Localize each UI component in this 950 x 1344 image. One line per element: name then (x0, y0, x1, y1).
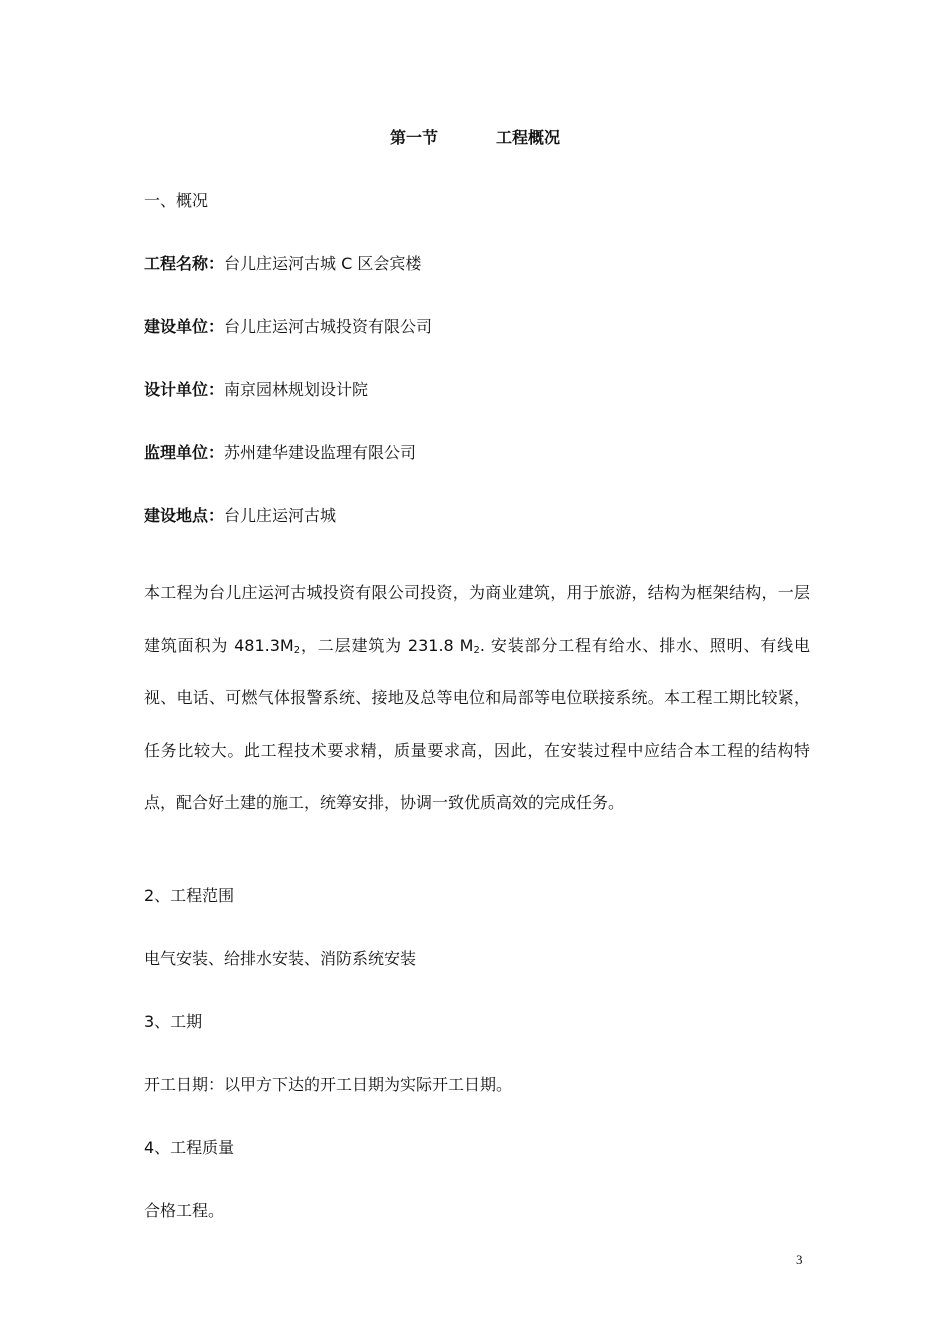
schedule-heading: 3、工期 (144, 1012, 203, 1031)
field-value: 苏州建华建设监理有限公司 (224, 443, 417, 462)
project-description: 本工程为台儿庄运河古城投资有限公司投资，为商业建筑，用于旅游，结构为框架结构，一层建筑面积为 $481.3M_2$，二层建筑为 231.8 $M_2$. 安装部分工程有给水、排水、照明、有线电视、电话、可燃气体报警系统、接地及总等电位和局部等电位联接系统。本工程工期比较紧，任务比较大。此工程技术要求精，质量要求高，因此，在安装过程中应结合本工程的结构特点，配合好土建的施工，统筹安排，协调一致优质高效的完成任务。 (144, 583, 810, 812)
field-label: 工程名称： (144, 254, 225, 273)
field-design-unit (144, 379, 368, 401)
scope-content: 电气安装、给排水安装、消防系统安装 (144, 949, 417, 968)
schedule-content: 开工日期：以甲方下达的开工日期为实际开工日期。 (144, 1075, 513, 1094)
page-number: 3 (796, 1252, 803, 1267)
field-label: 建设地点： (144, 506, 225, 525)
field-value: 台儿庄运河古城投资有限公司 (224, 317, 433, 336)
field-value: 台儿庄运河古城 C 区会宾楼 (224, 254, 422, 273)
field-value: 南京园林规划设计院 (224, 380, 369, 399)
scope-heading: 2、工程范围 (144, 886, 235, 905)
section-title (0, 127, 950, 149)
quality-content: 合格工程。 (144, 1201, 225, 1220)
field-label: 建设单位： (144, 317, 225, 336)
field-label: 监理单位： (144, 443, 225, 462)
field-construction-unit (144, 316, 432, 338)
field-label: 设计单位： (144, 380, 225, 399)
field-supervision-unit (144, 442, 416, 464)
field-construction-site (144, 505, 336, 527)
section-name: 工程概况 (496, 128, 561, 147)
section-number: 第一节 (389, 128, 438, 147)
overview-heading: 一、概况 (144, 191, 209, 210)
quality-heading: 4、工程质量 (144, 1138, 235, 1157)
field-value: 台儿庄运河古城 (224, 506, 337, 525)
field-project-name (144, 253, 421, 275)
